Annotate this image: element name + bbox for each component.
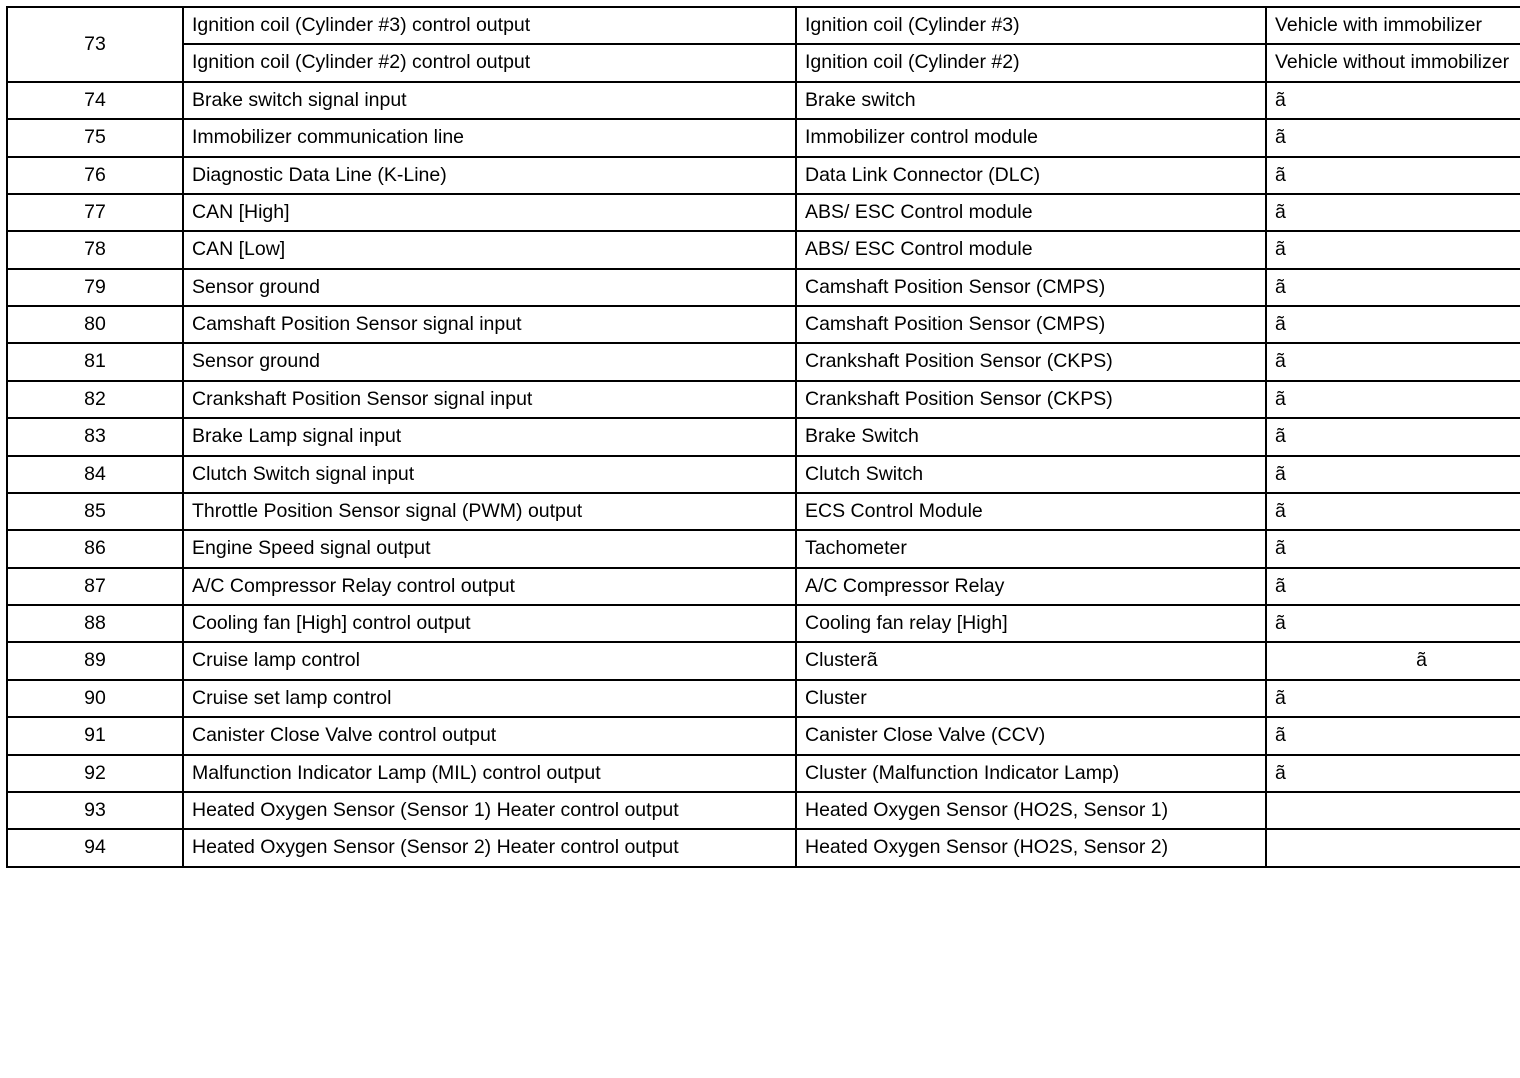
component-cell: Cooling fan relay [High] xyxy=(796,605,1266,642)
note-cell: ã xyxy=(1266,306,1520,343)
pin-number-cell: 90 xyxy=(7,680,183,717)
note-cell: ã xyxy=(1266,456,1520,493)
note-cell: ã xyxy=(1266,418,1520,455)
component-cell: Camshaft Position Sensor (CMPS) xyxy=(796,269,1266,306)
table-row xyxy=(7,418,1520,455)
component-cell: A/C Compressor Relay xyxy=(796,568,1266,605)
component-cell: ABS/ ESC Control module xyxy=(796,194,1266,231)
description-cell: Sensor ground xyxy=(183,343,796,380)
table-row xyxy=(7,157,1520,194)
table-row xyxy=(7,381,1520,418)
pin-number-cell: 76 xyxy=(7,157,183,194)
component-cell: Camshaft Position Sensor (CMPS) xyxy=(796,306,1266,343)
note-cell: ã xyxy=(1266,157,1520,194)
component-cell: Tachometer xyxy=(796,530,1266,567)
component-cell: Brake switch xyxy=(796,82,1266,119)
component-cell: ABS/ ESC Control module xyxy=(796,231,1266,268)
note-cell xyxy=(1266,829,1520,866)
table-row xyxy=(7,194,1520,231)
note-cell: ã xyxy=(1266,755,1520,792)
description-cell: Crankshaft Position Sensor signal input xyxy=(183,381,796,418)
note-cell: ã xyxy=(1266,568,1520,605)
note-cell: ã xyxy=(1266,119,1520,156)
component-cell: Cluster (Malfunction Indicator Lamp) xyxy=(796,755,1266,792)
ecm-pinout-table xyxy=(6,6,1520,868)
note-cell: Vehicle without immobilizer xyxy=(1266,44,1520,81)
component-cell: Brake Switch xyxy=(796,418,1266,455)
description-cell: Immobilizer communication line xyxy=(183,119,796,156)
table-row xyxy=(7,568,1520,605)
description-cell: Clutch Switch signal input xyxy=(183,456,796,493)
note-cell: ã xyxy=(1266,605,1520,642)
note-cell: Vehicle with immobilizer xyxy=(1266,7,1520,44)
description-cell: Cruise lamp control xyxy=(183,642,796,679)
description-cell: Camshaft Position Sensor signal input xyxy=(183,306,796,343)
description-cell: CAN [Low] xyxy=(183,231,796,268)
description-cell: Cruise set lamp control xyxy=(183,680,796,717)
pin-number-cell: 94 xyxy=(7,829,183,866)
component-cell: Ignition coil (Cylinder #2) xyxy=(796,44,1266,81)
pin-number-cell: 75 xyxy=(7,119,183,156)
description-cell: Heated Oxygen Sensor (Sensor 2) Heater control output xyxy=(183,829,796,866)
description-cell: Ignition coil (Cylinder #2) control output xyxy=(183,44,796,81)
table-row xyxy=(7,605,1520,642)
description-cell: Engine Speed signal output xyxy=(183,530,796,567)
table-row xyxy=(7,642,1520,679)
component-cell: ECS Control Module xyxy=(796,493,1266,530)
description-cell: A/C Compressor Relay control output xyxy=(183,568,796,605)
pin-number-cell: 79 xyxy=(7,269,183,306)
description-cell: Canister Close Valve control output xyxy=(183,717,796,754)
pin-number-cell: 78 xyxy=(7,231,183,268)
component-cell: Data Link Connector (DLC) xyxy=(796,157,1266,194)
component-cell: Clusterã xyxy=(796,642,1266,679)
table-row xyxy=(7,792,1520,829)
table-row xyxy=(7,119,1520,156)
note-cell: ã xyxy=(1266,381,1520,418)
table-row xyxy=(7,829,1520,866)
note-cell: ã xyxy=(1266,82,1520,119)
note-cell xyxy=(1266,792,1520,829)
table-row xyxy=(7,44,1520,81)
description-cell: Cooling fan [High] control output xyxy=(183,605,796,642)
table-body xyxy=(7,7,1520,867)
note-cell: ã xyxy=(1266,493,1520,530)
description-cell: Diagnostic Data Line (K-Line) xyxy=(183,157,796,194)
component-cell: Clutch Switch xyxy=(796,456,1266,493)
table-row xyxy=(7,530,1520,567)
pin-number-cell: 85 xyxy=(7,493,183,530)
pin-number-cell: 86 xyxy=(7,530,183,567)
component-cell: Canister Close Valve (CCV) xyxy=(796,717,1266,754)
table-row xyxy=(7,717,1520,754)
note-cell: ã xyxy=(1266,269,1520,306)
pin-number-cell: 91 xyxy=(7,717,183,754)
component-cell: Heated Oxygen Sensor (HO2S, Sensor 2) xyxy=(796,829,1266,866)
description-cell: Sensor ground xyxy=(183,269,796,306)
table-row xyxy=(7,82,1520,119)
component-cell: Crankshaft Position Sensor (CKPS) xyxy=(796,381,1266,418)
component-cell: Ignition coil (Cylinder #3) xyxy=(796,7,1266,44)
component-cell: Heated Oxygen Sensor (HO2S, Sensor 1) xyxy=(796,792,1266,829)
table-row xyxy=(7,755,1520,792)
pin-number-cell: 84 xyxy=(7,456,183,493)
table-row xyxy=(7,680,1520,717)
note-cell: ã xyxy=(1266,717,1520,754)
pin-number-cell: 92 xyxy=(7,755,183,792)
description-cell: CAN [High] xyxy=(183,194,796,231)
table-row xyxy=(7,231,1520,268)
note-cell: ã xyxy=(1266,530,1520,567)
component-cell: Immobilizer control module xyxy=(796,119,1266,156)
pin-number-cell: 73 xyxy=(7,7,183,82)
pin-number-cell: 80 xyxy=(7,306,183,343)
description-cell: Malfunction Indicator Lamp (MIL) control output xyxy=(183,755,796,792)
pin-number-cell: 74 xyxy=(7,82,183,119)
pin-number-cell: 87 xyxy=(7,568,183,605)
pin-number-cell: 93 xyxy=(7,792,183,829)
description-cell: Brake switch signal input xyxy=(183,82,796,119)
note-cell: ã xyxy=(1266,680,1520,717)
table-row xyxy=(7,343,1520,380)
table-row xyxy=(7,7,1520,44)
pin-number-cell: 83 xyxy=(7,418,183,455)
pin-number-cell: 77 xyxy=(7,194,183,231)
component-cell: Cluster xyxy=(796,680,1266,717)
pin-number-cell: 89 xyxy=(7,642,183,679)
table-row xyxy=(7,306,1520,343)
table-row xyxy=(7,269,1520,306)
pin-number-cell: 88 xyxy=(7,605,183,642)
description-cell: Heated Oxygen Sensor (Sensor 1) Heater control output xyxy=(183,792,796,829)
note-cell: ã xyxy=(1266,642,1520,679)
description-cell: Throttle Position Sensor signal (PWM) output xyxy=(183,493,796,530)
table-row xyxy=(7,456,1520,493)
description-cell: Ignition coil (Cylinder #3) control output xyxy=(183,7,796,44)
pin-number-cell: 82 xyxy=(7,381,183,418)
description-cell: Brake Lamp signal input xyxy=(183,418,796,455)
component-cell: Crankshaft Position Sensor (CKPS) xyxy=(796,343,1266,380)
note-cell: ã xyxy=(1266,343,1520,380)
note-cell: ã xyxy=(1266,231,1520,268)
note-cell: ã xyxy=(1266,194,1520,231)
pin-number-cell: 81 xyxy=(7,343,183,380)
table-row xyxy=(7,493,1520,530)
